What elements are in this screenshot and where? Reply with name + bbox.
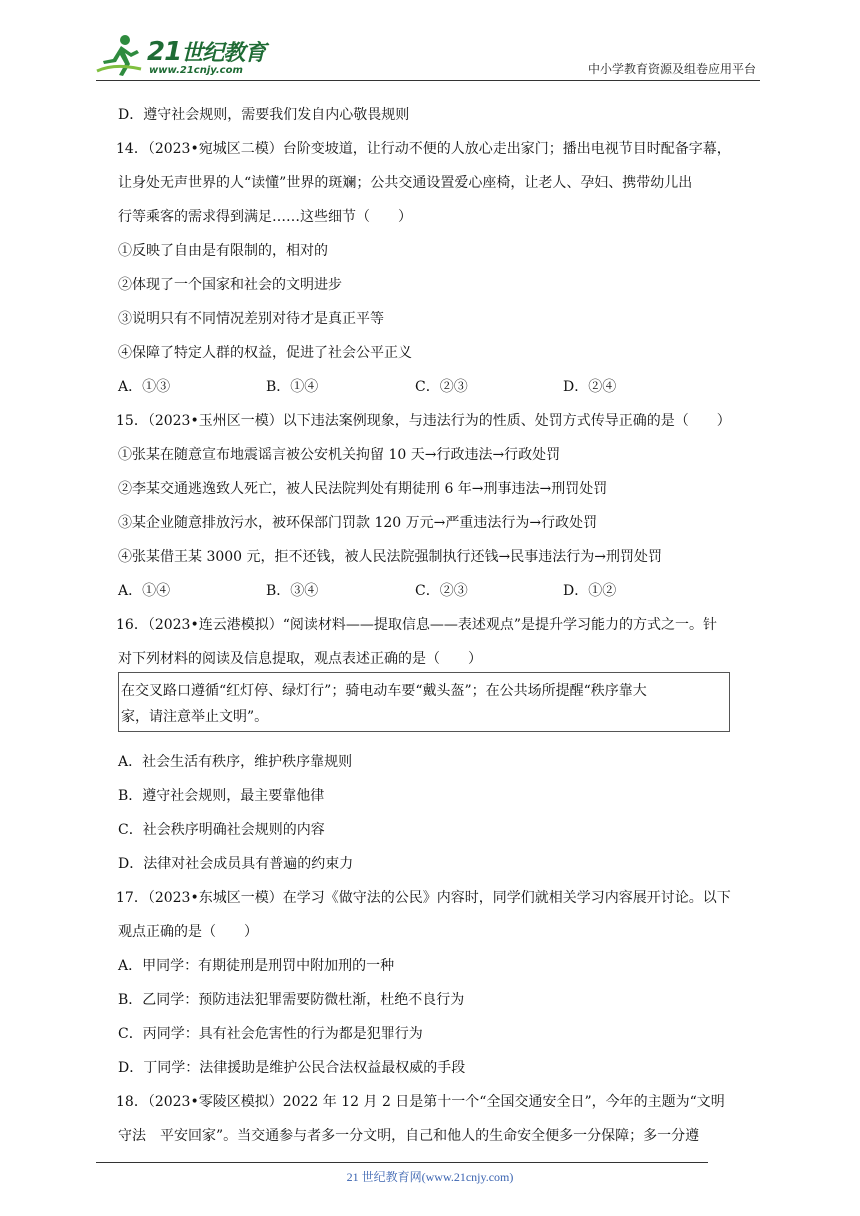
q14-option-b: B．①④: [266, 379, 319, 395]
q15-statement-3: ③某企业随意排放污水，被环保部门罚款 120 万元→严重违法行为→行政处罚: [118, 515, 598, 531]
platform-tagline: 中小学教育资源及组卷应用平台: [587, 62, 756, 76]
q17-option-b: B．乙同学：预防违法犯罪需要防微杜渐，杜绝不良行为: [118, 992, 465, 1008]
page-footer[interactable]: 21 世纪教育网(www.21cnjy.com): [346, 1170, 514, 1184]
q16-material-box: [118, 672, 730, 732]
footer-divider: [96, 1162, 708, 1163]
q14-stem-line-1: 14．（2023•宛城区二模）台阶变坡道，让行动不便的人放心走出家门；播出电视节目时配备字幕，: [116, 141, 731, 157]
q16-material-line-1: 在交叉路口遵循“红灯停、绿灯行”；骑电动车要“戴头盔”；在公共场所提醒“秩序靠大: [121, 683, 647, 699]
q13-option-d: D．遵守社会规则，需要我们发自内心敬畏规则: [118, 107, 410, 123]
site-logo: [95, 33, 265, 78]
q16-option-d: D．法律对社会成员具有普遍的约束力: [118, 856, 354, 872]
logo-url: www.21cnjy.com: [149, 65, 243, 76]
q14-statement-4: ④保障了特定人群的权益，促进了社会公平正义: [118, 345, 412, 361]
q17-stem-line-2: 观点正确的是（ ）: [118, 924, 258, 940]
q16-material-line-2: 家，请注意举止文明”。: [121, 709, 269, 725]
q16-option-b: B．遵守社会规则，最主要靠他律: [118, 788, 325, 804]
q14-option-c: C．②③: [415, 379, 468, 395]
q15-option-c: C．②③: [415, 583, 468, 599]
q14-statement-1: ①反映了自由是有限制的，相对的: [118, 243, 328, 259]
q15-stem: 15．（2023•玉州区一模）以下违法案例现象，与违法行为的性质、处罚方式传导正确的是（ ）: [116, 413, 731, 429]
q14-stem-line-3: 行等乘客的需求得到满足……这些细节（ ）: [118, 209, 412, 225]
q15-statement-4: ④张某借王某 3000 元，拒不还钱，被人民法院强制执行还钱→民事违法行为→刑罚处罚: [118, 549, 662, 565]
q16-stem-line-1: 16．（2023•连云港模拟）“阅读材料——提取信息——表述观点”是提升学习能力的方式之一。针: [116, 617, 718, 633]
q17-option-c: C．丙同学：具有社会危害性的行为都是犯罪行为: [118, 1026, 423, 1042]
q14-option-a: A．①③: [118, 379, 171, 395]
q16-stem-line-2: 对下列材料的阅读及信息提取，观点表述正确的是（ ）: [118, 651, 482, 667]
q17-option-a: A．甲同学：有期徒刑是刑罚中附加刑的一种: [118, 958, 395, 974]
q17-stem-line-1: 17．（2023•东城区一模）在学习《做守法的公民》内容时，同学们就相关学习内容展开讨论。以下: [116, 890, 731, 906]
q18-stem-line-2: 守法 平安回家”。当交通参与者多一分文明，自己和他人的生命安全便多一分保障；多一分遵: [118, 1128, 700, 1144]
header-divider: [96, 80, 760, 81]
q16-option-a: A．社会生活有秩序，维护秩序靠规则: [118, 754, 353, 770]
q14-options: [118, 377, 718, 397]
q14-statement-3: ③说明只有不同情况差别对待才是真正平等: [118, 311, 384, 327]
q15-option-a: A．①④: [118, 583, 171, 599]
q17-option-d: D．丁同学：法律援助是维护公民合法权益最权威的手段: [118, 1060, 466, 1076]
q18-stem-line-1: 18．（2023•零陵区模拟）2022 年 12 月 2 日是第十一个“全国交通安全日”，今年的主题为“文明: [116, 1094, 725, 1110]
runner-logo-icon: [95, 33, 143, 78]
q15-statement-2: ②李某交通逃逸致人死亡，被人民法院判处有期徒刑 6 年→刑事违法→刑罚处罚: [118, 481, 608, 497]
q14-option-d: D．②④: [563, 379, 617, 395]
q15-options: [118, 581, 718, 601]
q16-option-c: C．社会秩序明确社会规则的内容: [118, 822, 325, 838]
q14-stem-line-2: 让身处无声世界的人“读懂”世界的斑斓；公共交通设置爱心座椅，让老人、孕妇、携带幼儿出: [118, 175, 693, 191]
q15-option-b: B．③④: [266, 583, 319, 599]
logo-wordmark: 21世纪教育: [147, 37, 266, 67]
q15-option-d: D．①②: [563, 583, 617, 599]
q14-statement-2: ②体现了一个国家和社会的文明进步: [118, 277, 342, 293]
page-header: [0, 0, 860, 80]
q15-statement-1: ①张某在随意宣布地震谣言被公安机关拘留 10 天→行政违法→行政处罚: [118, 447, 561, 463]
